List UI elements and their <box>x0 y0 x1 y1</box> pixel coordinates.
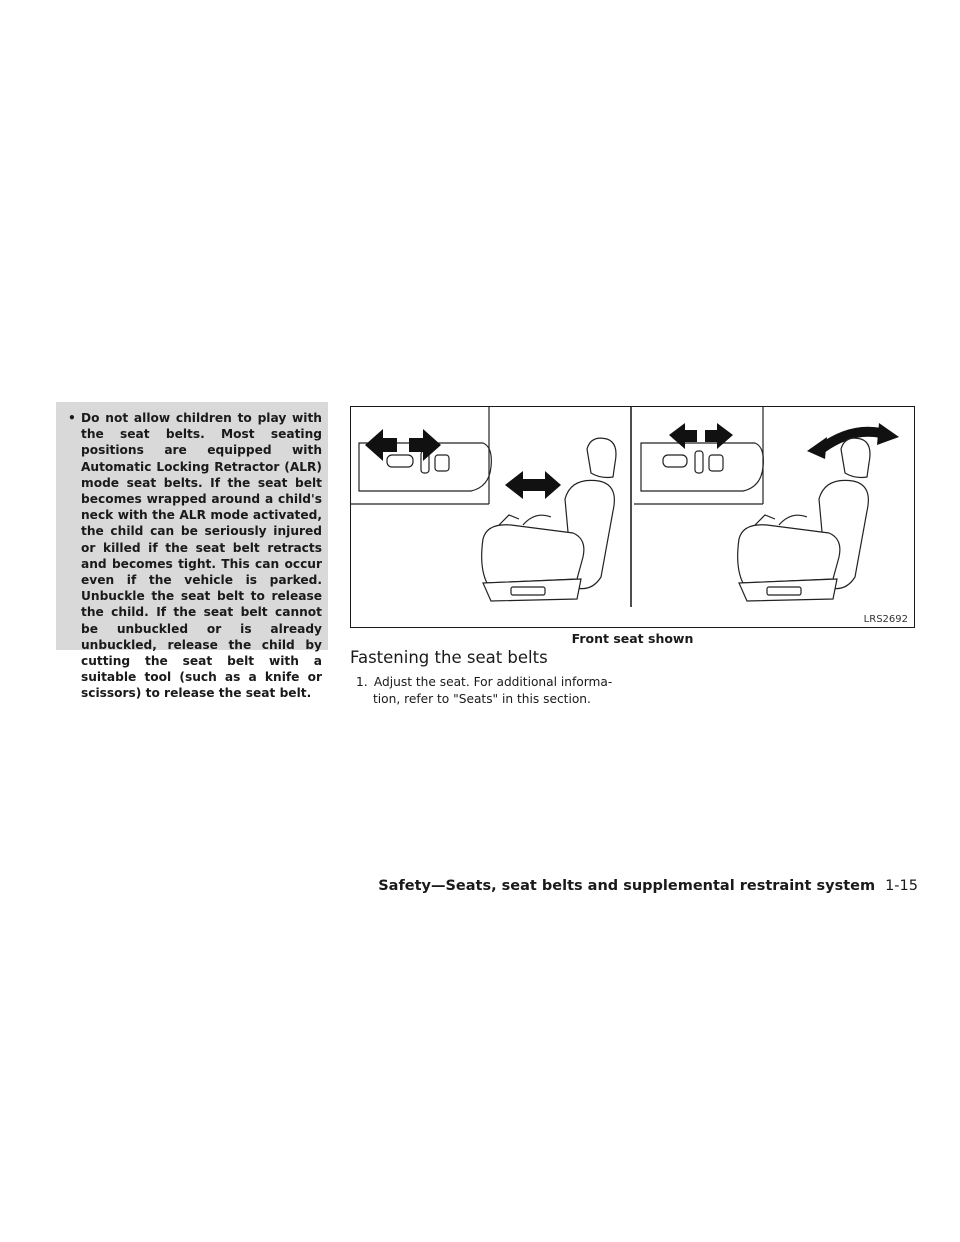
seat-adjustment-figure <box>350 406 915 628</box>
left-seat-drawing <box>482 438 616 601</box>
left-switch-inset <box>351 407 491 504</box>
step-text-line1: Adjust the seat. For additional informa- <box>373 675 613 689</box>
page-footer <box>378 878 918 894</box>
figure-caption: Front seat shown <box>571 631 694 646</box>
warning-box <box>56 402 328 701</box>
seat-illustration <box>351 407 915 628</box>
warning-text: Do not allow children to play with the seat belts. Most seating positions are equipped with Automatic Locking Retractor (ALR) mode seat belts. If the seat belt becomes wrapped around a child's neck with the ALR mode activated, the child can be seriously injured or killed if the seat belt retracts and becomes tight. This can occur even if the vehicle is parked. Unbuckle the seat belt to release the child. If the seat belt cannot be unbuckled or is already unbuckled, release the child by cutting the seat belt with a suitable tool (such as a knife or scissors) to release the seat belt. <box>81 411 322 701</box>
step-text-line2: tion, refer to "Seats" in this section. <box>373 691 591 706</box>
warning-paragraph <box>68 410 322 702</box>
fore-aft-arrow-icon <box>505 471 561 499</box>
page-number: 1-15 <box>885 878 918 894</box>
section-heading: Fastening the seat belts <box>350 648 548 667</box>
figure-id: LRS2692 <box>863 614 908 625</box>
step-number: 1. <box>356 675 368 689</box>
bullet-icon: • <box>68 411 76 425</box>
footer-section-title: Safety—Seats, seat belts and supplemental restraint system <box>378 878 876 894</box>
step-1 <box>356 674 631 707</box>
right-switch-inset <box>634 407 763 504</box>
